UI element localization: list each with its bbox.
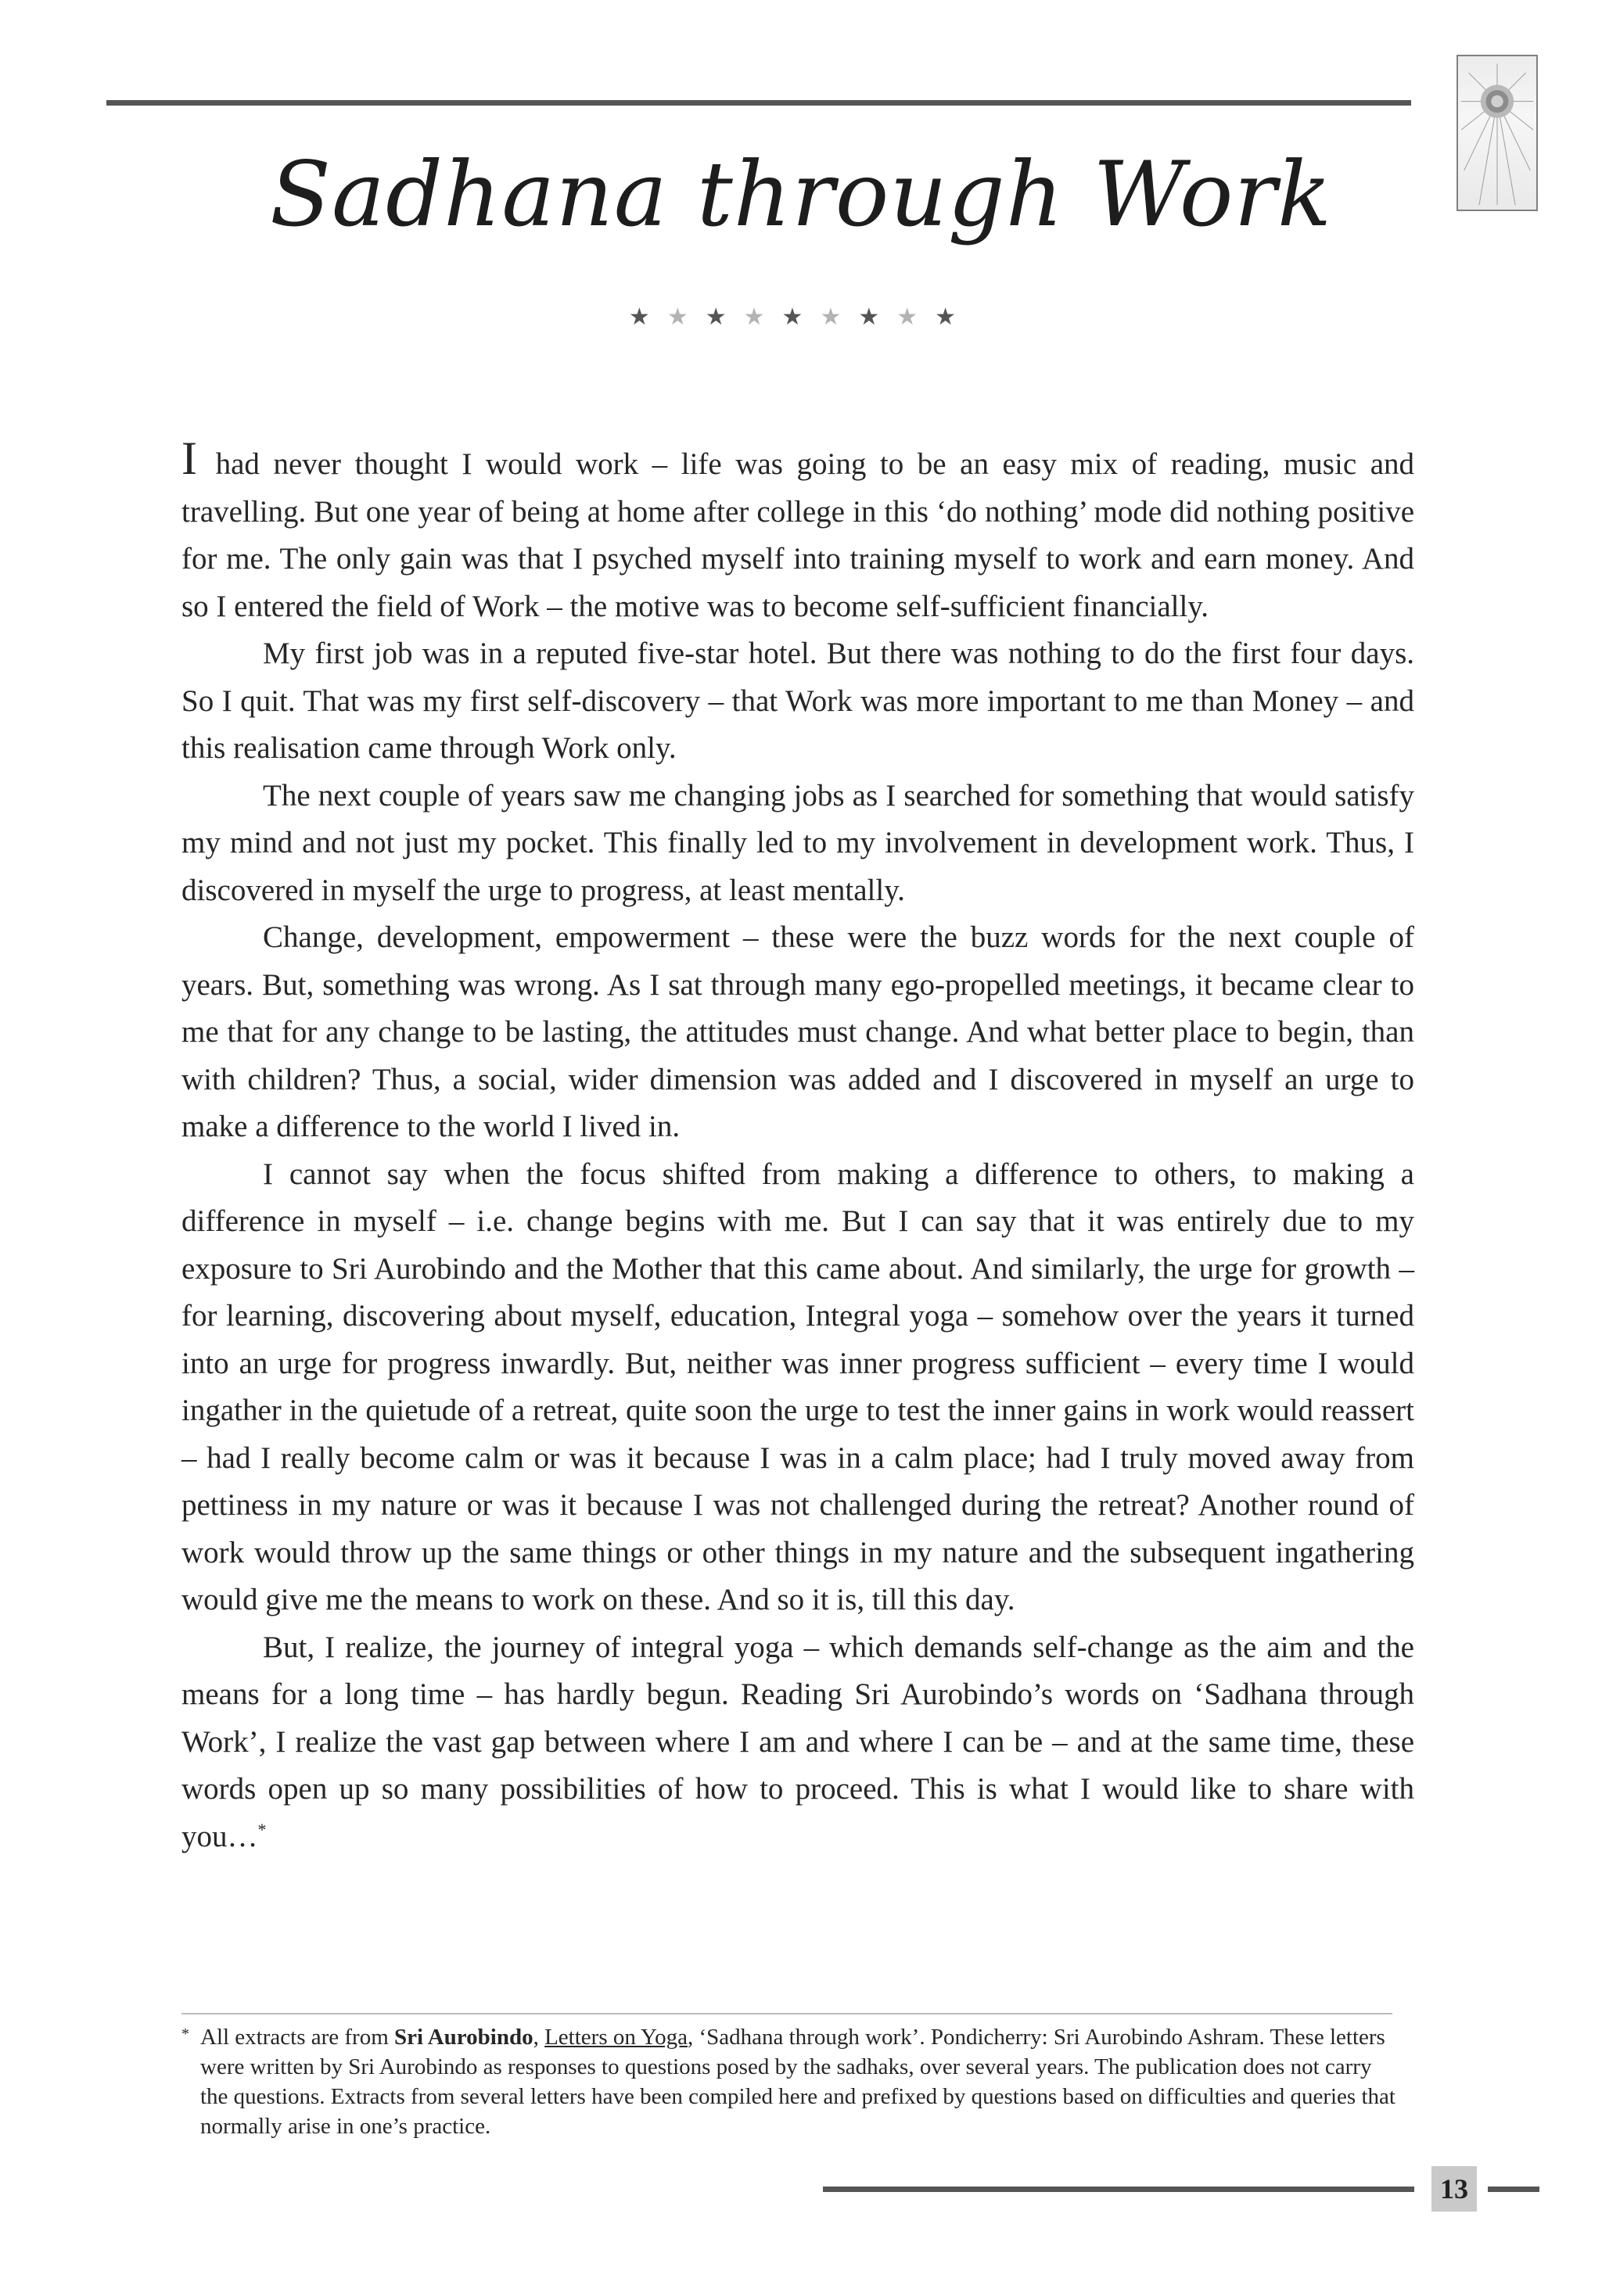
footnote-author: Sri Aurobindo bbox=[394, 2025, 533, 2050]
page-number-dash bbox=[1488, 2187, 1539, 2192]
footnote-divider bbox=[181, 2013, 1392, 2014]
paragraph: My first job was in a reputed five-star hotel. But there was nothing to do the first four days. So I quit. That was my first self-discovery – that Work was more important to me than Money – and this realisation came through Work only. bbox=[181, 637, 1414, 765]
footnote-book-title: Letters on Yoga bbox=[544, 2025, 688, 2050]
star-icon: ★ bbox=[666, 304, 706, 330]
star-icon: ★ bbox=[781, 304, 821, 330]
star-icon: ★ bbox=[705, 304, 744, 330]
paragraph bbox=[181, 432, 1415, 630]
drop-cap: I bbox=[181, 432, 197, 484]
article-body bbox=[181, 432, 1415, 1860]
paragraph-text: had never thought I would work – life was going to be an easy mix of reading, music and travelling. But one year of being at home after college in this ‘do nothing’ mode did nothing positive for me. The only gain was that I psyched myself into training myself to work and earn money. And so I entered the field of Work – the motive was to become self-sufficient financially. bbox=[181, 447, 1415, 623]
bottom-rule bbox=[823, 2187, 1414, 2192]
footnote-reference[interactable]: * bbox=[257, 1819, 267, 1839]
star-icon: ★ bbox=[896, 304, 936, 330]
paragraph: The next couple of years saw me changing jobs as I searched for something that would satisfy my mind and not just my pocket. This finally led to my involvement in development work. Thus, I discovered in myself the urge to progress, at least mentally. bbox=[181, 778, 1414, 907]
star-icon: ★ bbox=[935, 304, 974, 330]
star-ornament bbox=[0, 302, 1602, 333]
star-icon: ★ bbox=[628, 304, 667, 330]
star-icon: ★ bbox=[820, 304, 859, 330]
page-number: 13 bbox=[1431, 2166, 1477, 2212]
paragraph: Change, development, empowerment – these were the buzz words for the next couple of years. But, something was wrong. As I sat through many ego-propelled meetings, it became clear to me that for any change to be lasting, the attitudes must change. And what better place to begin, than with children? Thus, a social, wider dimension was added and I discovered in myself an urge to make a difference to the world I lived in. bbox=[181, 920, 1414, 1143]
page-title: Sadhana through Work bbox=[269, 142, 1333, 246]
paragraph-text: But, I realize, the journey of integral yoga – which demands self-change as the aim and the means for a long time – has hardly begun. Reading Sri Aurobindo’s words on ‘Sadhana through Work’, I realize the vast gap between where I am and where I can be – and at the same time, these words open up so many possibilities of how to proceed. This is what I would like to share with you… bbox=[181, 1630, 1414, 1853]
star-icon: ★ bbox=[858, 304, 897, 330]
paragraph: I cannot say when the focus shifted from making a difference to others, to making a difference in myself – i.e. change begins with me. But I can say that it was entirely due to my exposure to Sri Aurobindo and the Mother that this came about. And similarly, the urge for growth – for learning, discovering about myself, education, Integral yoga – somehow over the years it turned into an urge for progress inwardly. But, neither was inner progress sufficient – every time I would ingather in the quietude of a retreat, quite soon the urge to test the inner gains in work would reassert – had I really become calm or was it because I was in a calm place; had I truly moved away from pettiness in my nature or was it because I was not challenged during the retreat? Another round of work would throw up the same things or other things in my nature and the subsequent ingathering would give me the means to work on these. And so it is, till this day. bbox=[181, 1157, 1414, 1616]
star-icon: ★ bbox=[743, 304, 782, 330]
top-rule bbox=[106, 100, 1411, 106]
footnote-text: All extracts are from Sri Aurobindo, Letters on Yoga, ‘Sadhana through work’. Pondicherry: Sri Aurobindo Ashram. These letters were written by Sri Aurobindo as responses to questions posed by the sadhaks, over several years. The publication does not carry the questions. Extracts from several letters have been compiled here and prefixed by questions based on difficulties and queries that normally arise in one’s practice. bbox=[200, 2025, 1395, 2139]
footnote-mark: * bbox=[181, 2025, 189, 2043]
footnote bbox=[181, 2022, 1402, 2141]
paragraph bbox=[181, 1624, 1414, 1861]
